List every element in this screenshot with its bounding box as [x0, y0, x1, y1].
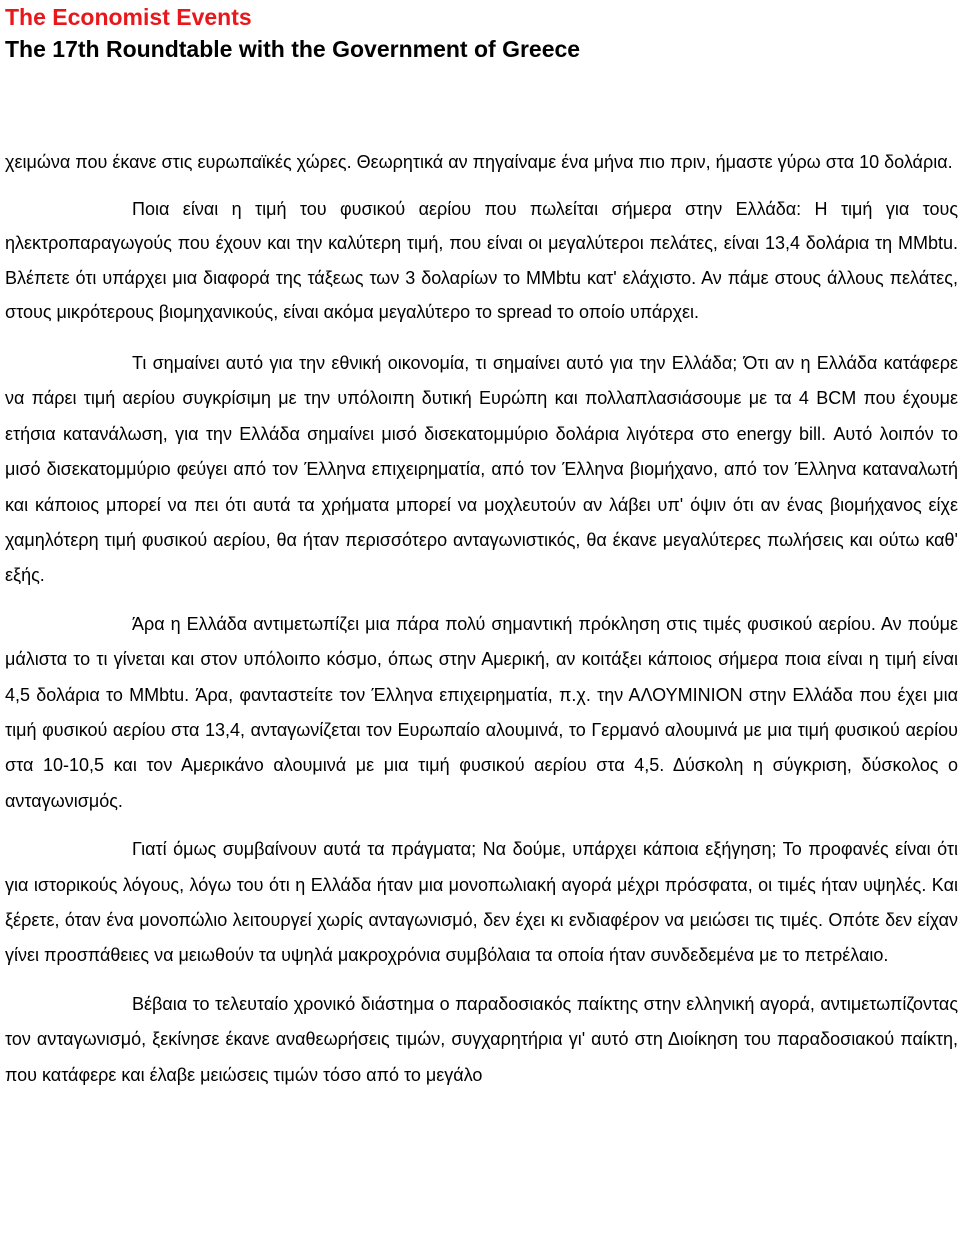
paragraph: χειμώνα που έκανε στις ευρωπαϊκές χώρες. Θεωρητικά αν πηγαίναμε ένα μήνα πιο πριν, ήμαστε γύρω στα 10 δολάρια.	[5, 152, 953, 172]
header-subtitle: The 17th Roundtable with the Government of Greece	[5, 36, 581, 62]
paragraph: Άρα η Ελλάδα αντιμετωπίζει μια πάρα πολύ σημαντική πρόκληση στις τιμές φυσικού αερίου. Αν πούμε μάλιστα το τι γίνεται και στον υπόλοιπο κόσμο, όπως στην Αμερική, αν κοιτάξει κάποιος σήμερα ποια είναι η τιμή είναι 4,5 δολάρια το MMbtu. Άρα, φανταστείτε τον Έλληνα επιχειρηματία, π.χ. την ΑΛΟΥΜΙΝΙΟΝ στην Ελλάδα που έχει μια τιμή φυσικού αερίου στα 13,4, ανταγωνίζεται τον Ευρωπαίο αλουμινά, το Γερμανό αλουμινά με μια τιμή φυσικού αερίου στα 10-10,5 και τον Αμερικάνο αλουμινά με μια τιμή φυσικού αερίου στα 4,5. Δύσκολη η σύγκριση, δύσκολος ο ανταγωνισμός.	[5, 613, 958, 811]
paragraph: Ποια είναι η τιμή του φυσικού αερίου που πωλείται σήμερα στην Ελλάδα: Η τιμή για τους ηλεκτροπαραγωγούς που έχουν και την καλύτερη τιμή, που είναι οι μεγαλύτεροι πελάτες, είναι 13,4 δολάρια τη MMbtu. Βλέπετε ότι υπάρχει μια διαφορά της τάξεως των 3 δολαρίων το MMbtu κατ' ελάχιστο. Αν πάμε στους άλλους πελάτες, στους μικρότερους βιομηχανικούς, είναι ακόμα μεγαλύτερο το spread το οποίο υπάρχει.	[5, 198, 958, 323]
paragraph: Τι σημαίνει αυτό για την εθνική οικονομία, τι σημαίνει αυτό για την Ελλάδα; Ότι αν η Ελλάδα κατάφερε να πάρει τιμή αερίου συγκρίσιμη με την υπόλοιπη δυτική Ευρώπη και πολλαπλασιάσουμε με τα 4 BCM που έχουμε ετήσια κατανάλωση, για την Ελλάδα σημαίνει μισό δισεκατομμύριο δολάρια λιγότερα στο energy bill. Αυτό λοιπόν το μισό δισεκατομμύριο φεύγει από τον Έλληνα επιχειρηματία, από τον Έλληνα βιομήχανο, από τον Έλληνα καταναλωτή και κάποιος μπορεί να πει ότι αυτά τα χρήματα μπορεί να μοχλευτούν αν λάβει υπ' όψιν ότι αν ένας βιομήχανος είχε χαμηλότερη τιμή φυσικού αερίου, θα ήταν περισσότερο ανταγωνιστικός, θα έκανε μεγαλύτερες πωλήσεις και ούτω καθ' εξής.	[5, 352, 958, 586]
document-header	[5, 2, 580, 66]
paragraph: Βέβαια το τελευταίο χρονικό διάστημα ο παραδοσιακός παίκτης στην ελληνική αγορά, αντιμετωπίζοντας τον ανταγωνισμό, ξεκίνησε έκανε αναθεωρήσεις τιμών, συγχαρητήρια γι' αυτό στη Διοίκηση του παραδοσιακού παίκτη, που κατάφερε και έλαβε μειώσεις τιμών τόσο από το μεγάλο	[5, 993, 958, 1085]
paragraph: Γιατί όμως συμβαίνουν αυτά τα πράγματα; Να δούμε, υπάρχει κάποια εξήγηση; Το προφανές είναι ότι για ιστορικούς λόγους, λόγω του ότι η Ελλάδα ήταν μια μονοπωλιακή αγορά μέχρι πρόσφατα, οι τιμές ήταν υψηλές. Και ξέρετε, όταν ένα μονοπώλιο λειτουργεί χωρίς ανταγωνισμό, δεν έχει κι ενδιαφέρον να μειώσει τις τιμές. Οπότε δεν είχαν γίνει προσπάθειες να μειωθούν τα υψηλά μακροχρόνια συμβόλαια τα οποία ήταν συνδεδεμένα με το πετρέλαιο.	[5, 839, 958, 966]
header-title: The Economist Events	[5, 4, 252, 30]
document-body	[5, 145, 958, 1093]
